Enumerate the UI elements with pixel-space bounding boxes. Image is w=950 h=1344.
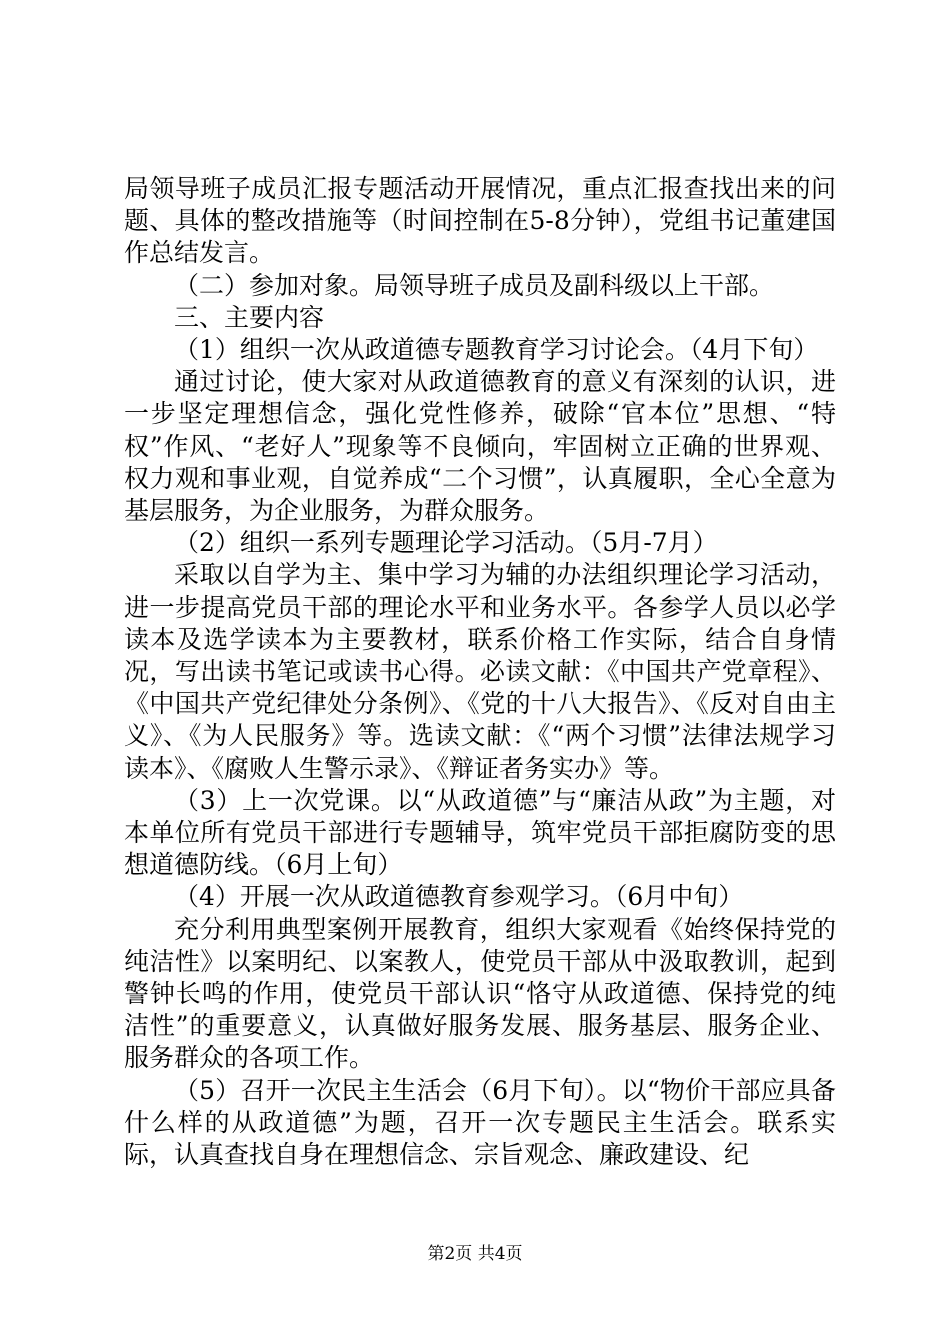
paragraph-item-3: （3）上一次党课。以“从政道德”与“廉洁从政”为主题，对本单位所有党员干部进行专题辅导，筑牢党员干部拒腐防变的思想道德防线。（6月上旬） [124, 785, 836, 880]
paragraph-continuation: 局领导班子成员汇报专题活动开展情况，重点汇报查找出来的问题、具体的整改措施等（时间控制在5-8分钟），党组书记董建国作总结发言。 [124, 174, 836, 268]
paragraph-item-5: （5）召开一次民主生活会（6月下旬）。以“物价干部应具备什么样的从政道德”为题，召开一次专题民主生活会。联系实际，认真查找自身在理想信念、宗旨观念、廉政建设、纪 [124, 1075, 836, 1170]
page-footer: 第2页 共4页 [427, 1244, 523, 1264]
paragraph-participants: （二）参加对象。局领导班子成员及副科级以上干部。 [174, 270, 775, 300]
paragraph-item-1: 通过讨论，使大家对从政道德教育的意义有深刻的认识，进一步坚定理想信念，强化党性修养，破除“官本位”思想、“特权”作风、“老好人”现象等不良倾向，牢固树立正确的世界观、权力观和事业观，自觉养成“二个习惯”，认真履职，全心全意为基层服务，为企业服务，为群众服务。 [124, 367, 836, 526]
document-body [124, 173, 836, 1171]
section-heading-main-content: 三、主要内容 [174, 302, 325, 332]
item-heading-2: （2）组织一系列专题理论学习活动。（5月-7月） [174, 528, 718, 558]
item-heading-1: （1）组织一次从政道德专题教育学习讨论会。（4月下旬） [174, 335, 819, 365]
paragraph-item-2: 采取以自学为主、集中学习为辅的办法组织理论学习活动，进一步提高党员干部的理论水平和业务水平。各参学人员以必学读本及选学读本为主要教材，联系价格工作实际，结合自身情况，写出读书笔记或读书心得。必读文献：《中国共产党章程》、《中国共产党纪律处分条例》、《党的十八大报告》、《反对自由主义》、《为人民服务》等。选读文献：《“两个习惯”法律法规学习读本》、《腐败人生警示录》、《辩证者务实办》等。 [124, 560, 836, 783]
item-heading-4: （4）开展一次从政道德教育参观学习。（6月中旬） [174, 882, 744, 912]
paragraph-item-4: 充分利用典型案例开展教育，组织大家观看《始终保持党的纯洁性》以案明纪、以案教人，使党员干部从中汲取教训，起到警钟长鸣的作用，使党员干部认识“恪守从政道德、保持党的纯洁性”的重要意义，认真做好服务发展、服务基层、服务企业、服务群众的各项工作。 [124, 914, 836, 1073]
